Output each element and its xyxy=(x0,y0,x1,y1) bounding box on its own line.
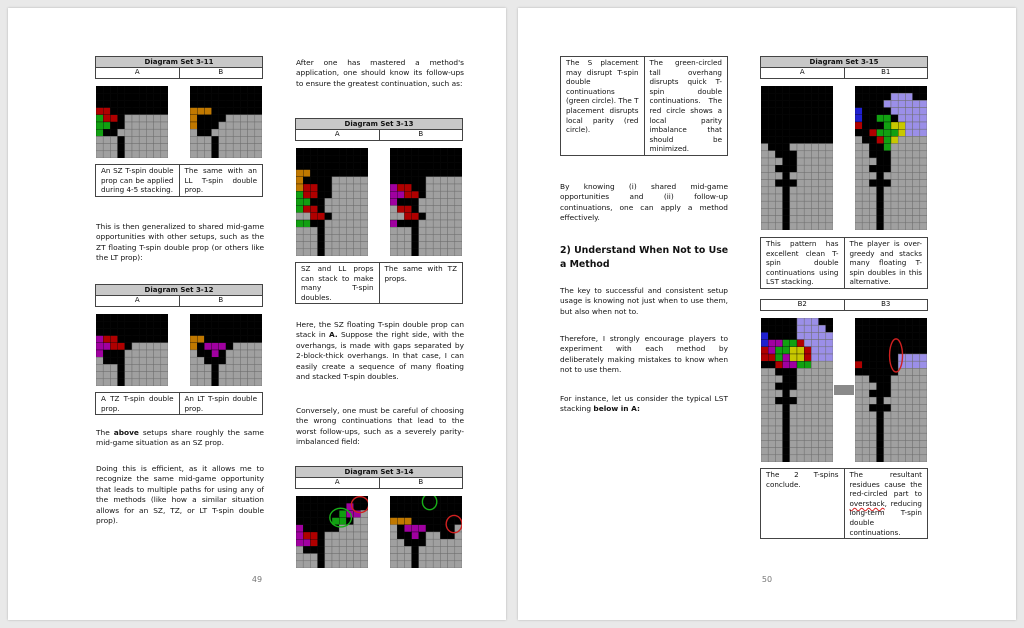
caption-a: SZ and LL props can stack to make many T-spin doubles. xyxy=(301,264,374,302)
column-label-a: A xyxy=(334,478,340,486)
bold-text: below in A: xyxy=(593,404,640,414)
page-49 xyxy=(8,8,506,620)
diagram-set-3-13-header xyxy=(295,118,463,141)
caption-b2: The 2 T-spins conclude. xyxy=(766,470,839,489)
text-run: The resultant residues cause the red-circled part to xyxy=(849,470,922,499)
caption-b: An LT T-spin double prop. xyxy=(179,393,263,414)
text-run: The xyxy=(96,428,114,437)
diagram-3-14-captions xyxy=(560,56,728,156)
paragraph xyxy=(296,320,464,382)
board-3-13-b xyxy=(390,148,462,256)
column-label-a: A xyxy=(134,68,140,76)
diagram-set-3-11-header xyxy=(95,56,263,79)
column-label-a: A xyxy=(799,68,805,76)
caption-b: The same with an LL T-spin double prop. xyxy=(179,165,263,196)
text-run: For instance, let us consider the typical LST stacking xyxy=(560,394,728,414)
column-label-b1: B1 xyxy=(844,68,928,78)
board-3-14-b xyxy=(390,496,462,568)
paragraph: Doing this is efficient, as it allows me to recognize the same mid-game opportunity that leads to multiple paths for using any of the methods (like how a similar situation allows for an SZ, TZ, or LT T-spin double prop). xyxy=(96,464,264,526)
paragraph: After one has mastered a method's application, one should know its follow-ups to ensure the greatest continuation, such as: xyxy=(296,58,464,88)
caption-b1: The player is over-greedy and stacks many floating T-spin doubles in this alternative. xyxy=(844,238,928,288)
paragraph: Conversely, one must be careful of choosing the wrong continuations that lead to the worst follow-ups, such as a severely parity-imbalanced field: xyxy=(296,406,464,447)
caption-b3 xyxy=(844,469,928,538)
column-label-a: A xyxy=(134,296,140,304)
column-label-b: B xyxy=(179,296,263,306)
page-number: 50 xyxy=(761,575,773,584)
board-3-13-a xyxy=(296,148,368,256)
board-3-15-b3 xyxy=(855,318,927,462)
paragraph: By knowing (i) shared mid-game opportunities and (ii) follow-up continuations, one can apply a method effectively. xyxy=(560,182,728,223)
transition-arrow xyxy=(834,385,854,395)
paragraph: Therefore, I strongly encourage players to experiment with each method by deliberately making mistakes to know when not to use them. xyxy=(560,334,728,375)
caption-a: A TZ T-spin double prop. xyxy=(101,394,174,413)
bold-text: above xyxy=(113,428,139,437)
diagram-title: Diagram Set 3-12 xyxy=(96,285,262,296)
page-number: 49 xyxy=(251,575,263,584)
diagram-3-15-b-header xyxy=(760,299,928,311)
paragraph xyxy=(560,394,728,415)
board-3-15-b2 xyxy=(761,318,833,462)
paragraph xyxy=(96,428,264,449)
column-label-b3: B3 xyxy=(844,300,928,310)
diagram-3-11-captions xyxy=(95,164,263,197)
bold-text: A. xyxy=(328,330,338,340)
diagram-3-15-captions-bottom xyxy=(760,468,928,539)
caption-b: The green-circled tall overhang disrupts quick T-spin double continuations. The red circle shows a local parity imbalance that should be minimized. xyxy=(644,57,728,155)
diagram-title: Diagram Set 3-11 xyxy=(96,57,262,68)
diagram-3-12-captions xyxy=(95,392,263,415)
text-run: setups share roughly the same mid-game situation as an SZ prop. xyxy=(96,428,264,448)
caption-b: The same with TZ props. xyxy=(379,263,463,303)
board-3-12-b xyxy=(190,314,262,386)
diagram-set-3-14-header xyxy=(295,466,463,489)
page-50 xyxy=(518,8,1016,620)
paragraph: This is then generalized to shared mid-game opportunities with other setups, such as the ZT floating T-spin double prop (or others like the LT prop): xyxy=(96,222,264,263)
misspelled-word: overstack xyxy=(849,498,885,508)
board-3-14-a xyxy=(296,496,368,568)
diagram-set-3-12-header xyxy=(95,284,263,307)
caption-a: An SZ T-spin double prop can be applied during 4-5 stacking. xyxy=(101,166,174,195)
board-3-11-b xyxy=(190,86,262,158)
caption-a: The S placement may disrupt T-spin double continuations (green circle). The T placement disrupts local parity (red circle). xyxy=(566,58,639,135)
column-label-b: B xyxy=(379,478,463,488)
text-run: Suppose the right side, with the overhangs, is made with gaps separated by 2-block-thick overhangs. In that case, I can easily create a sequence of many floating and stacked T-spin doubles. xyxy=(296,330,464,382)
diagram-title: Diagram Set 3-14 xyxy=(296,467,462,478)
text-run: , reducing long-term T-spin double continuations. xyxy=(849,498,922,537)
board-3-15-a xyxy=(761,86,833,230)
paragraph: The key to successful and consistent setup usage is knowing not just when to use them, but also when not to. xyxy=(560,286,728,316)
board-3-15-b1 xyxy=(855,86,927,230)
text-run: Here, the SZ floating T-spin double prop can stack in xyxy=(296,320,464,340)
column-label-b: B xyxy=(379,130,463,140)
diagram-3-13-captions xyxy=(295,262,463,304)
column-label-b2: B2 xyxy=(797,300,807,308)
diagram-3-15-captions-top xyxy=(760,237,928,289)
column-label-b: B xyxy=(179,68,263,78)
caption-a: This pattern has excellent clean T-spin double continuations using LST stacking. xyxy=(766,239,839,287)
column-label-a: A xyxy=(334,130,340,138)
board-3-12-a xyxy=(96,314,168,386)
board-3-11-a xyxy=(96,86,168,158)
diagram-title: Diagram Set 3-13 xyxy=(296,119,462,130)
section-heading: 2) Understand When Not to Use a Method xyxy=(560,245,729,270)
diagram-set-3-15-header xyxy=(760,56,928,79)
diagram-title: Diagram Set 3-15 xyxy=(761,57,927,68)
